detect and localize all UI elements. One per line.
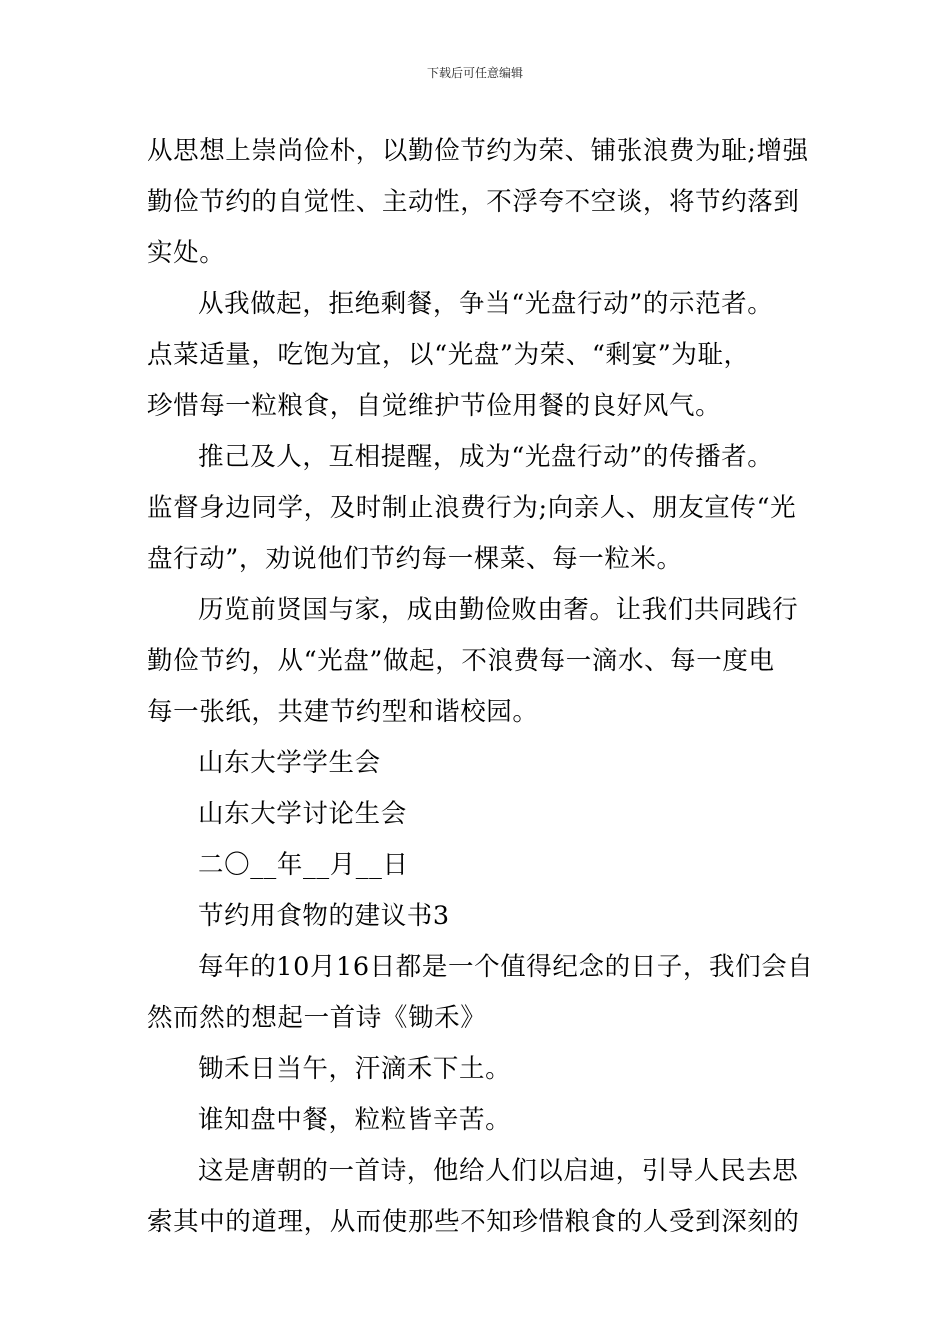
text-line: 从思想上崇尚俭朴，以勤俭节约为荣、铺张浪费为耻;增强 — [147, 136, 809, 166]
text-line: 每年的10月16日都是一个值得纪念的日子，我们会自 — [198, 952, 814, 982]
section-title: 节约用食物的建议书3 — [198, 901, 450, 931]
signature-line: 山东大学讨论生会 — [198, 799, 407, 829]
text-line: 从我做起，拒绝剩餐，争当“光盘行动”的示范者。 — [198, 289, 774, 319]
date-line: 二〇__年__月__日 — [198, 850, 409, 880]
text-line: 勤俭节约，从“光盘”做起，不浪费每一滴水、每一度电 — [147, 646, 775, 676]
poem-line: 锄禾日当午，汗滴禾下土。 — [198, 1054, 512, 1084]
document-body — [147, 126, 812, 1248]
text-line: 勤俭节约的自觉性、主动性，不浮夸不空谈，将节约落到 — [147, 187, 800, 217]
text-line: 盘行动”，劝说他们节约每一棵菜、每一粒米。 — [147, 544, 683, 574]
text-line: 实处。 — [147, 238, 226, 268]
poem-line: 谁知盘中餐，粒粒皆辛苦。 — [198, 1105, 512, 1135]
text-line: 索其中的道理，从而使那些不知珍惜粮食的人受到深刻的 — [147, 1207, 800, 1237]
text-line: 监督身边同学，及时制止浪费行为;向亲人、朋友宣传“光 — [147, 493, 797, 523]
text-line: 珍惜每一粒粮食，自觉维护节俭用餐的良好风气。 — [147, 391, 722, 421]
page-header: 下载后可任意编辑 — [426, 66, 523, 80]
text-line: 每一张纸，共建节约型和谐校园。 — [147, 697, 539, 727]
signature-line: 山东大学学生会 — [198, 748, 381, 778]
text-line: 这是唐朝的一首诗，他给人们以启迪，引导人民去思 — [198, 1156, 799, 1186]
text-line: 点菜适量，吃饱为宜，以“光盘”为荣、“剩宴”为耻， — [147, 340, 750, 370]
text-line: 然而然的想起一首诗《锄禾》 — [147, 1003, 487, 1033]
text-line: 历览前贤国与家，成由勤俭败由奢。让我们共同践行 — [198, 595, 799, 625]
text-line: 推己及人，互相提醒，成为“光盘行动”的传播者。 — [198, 442, 774, 472]
